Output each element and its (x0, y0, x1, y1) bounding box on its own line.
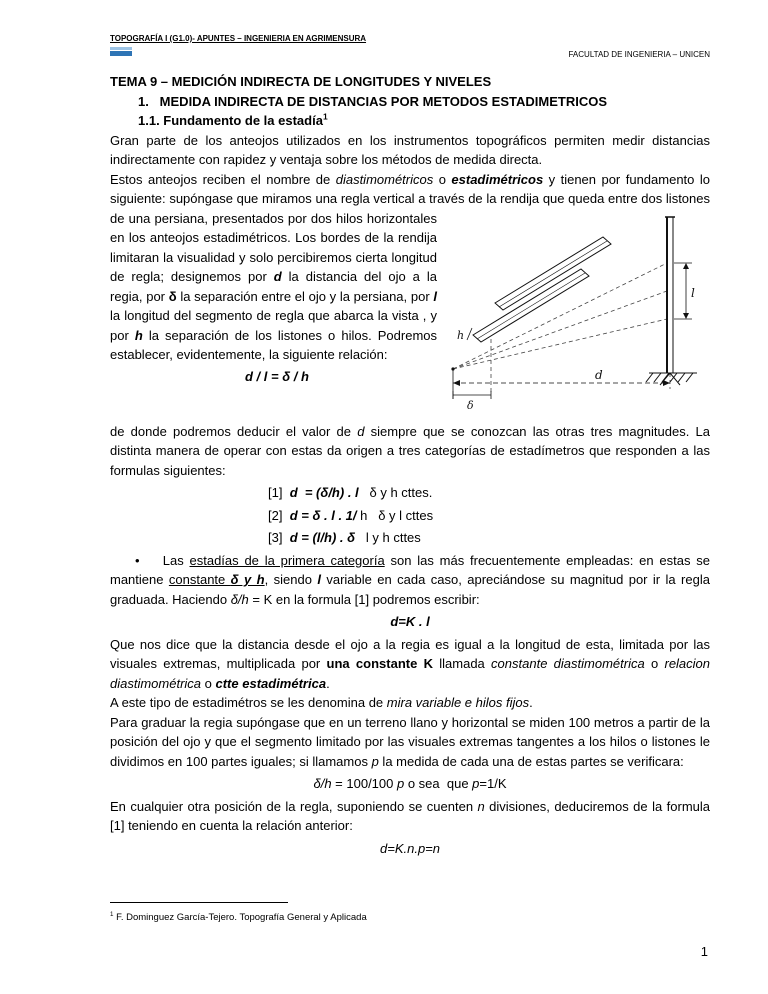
figure-label-h: h (457, 328, 465, 342)
document-title: TEMA 9 – MEDICIÓN INDIRECTA DE LONGITUDES Y NIVELES (110, 74, 492, 89)
faculty-header-text: FACULTAD DE INGENIERIA – UNICEN (568, 50, 710, 59)
page-header (110, 34, 710, 60)
section-1-1-heading: 1.1. Fundamento de la estadía$^1$ (138, 111, 328, 128)
formula-3: [3] d = (l/h) . δ l y h cttes (268, 530, 421, 545)
paragraph-graduacion: Para graduar la regia supóngase que en un terreno llano y horizontal se miden 100 metros a partir de la posición del ojo y que el segmento limitado por las visuales extremas tangentes a los hilos o listones le dividimos en 100 partes iguales; si llamamos p la medida de cada una de estas partes se verificara: (110, 714, 710, 769)
logo-icon (110, 47, 132, 56)
paragraph-constante: Que nos dice que la distancia desde el ojo a la regia es igual a la longitud de esta, limitada por las visuales extremas, multiplicada por una constante K llamada constante diastimométrica o relacion diastimométrica o ctte estadimétrica. (110, 636, 711, 691)
page-number: 1 (700, 944, 708, 959)
paragraph-deduccion: de donde podremos deducir el valor de d siempre que se conozcan las otras tres magnitudes. La distinta manera de operar con estas da origen a tres categorías de estadímetros que responden a las formulas siguientes: (110, 423, 710, 478)
paragraph-bullet-categorias: • Las estadías de la primera categoría son las más frecuentemente empleadas: en estas se mantiene constante δ y h, siendo l variable en cada caso, apreciándose su magnitud por ir la regla graduada. Haciendo δ/h = K en la formula [1] podremos escribir: (110, 552, 711, 607)
estadia-figure (445, 211, 710, 411)
formula-2: [2] d = δ . l . 1/ h δ y l cttes (268, 507, 434, 523)
formula-relation: d / l = δ / h (245, 368, 309, 384)
formula-dkl: d=K . l (390, 614, 430, 629)
paragraph-fundamento-part1: Estos anteojos reciben el nombre de diastimométricos o estadimétricos y tienen por fundamento lo siguiente: supóngase que miramos una regla vertical a través de la (110, 171, 710, 206)
header-left (110, 34, 366, 56)
figure-label-delta: δ (467, 398, 474, 411)
paragraph-otra-posicion: En cualquier otra posición de la regla, suponiendo se cuenten n divisiones, deduciremos de la formula [1] teniendo en cuenta la relación anterior: (110, 798, 710, 833)
footnote-block (110, 902, 550, 924)
estadia-figure-canvas (445, 211, 710, 411)
footnote-text: $^1$ F. Dominguez García-Tejero. Topografía General y Aplicada (110, 910, 367, 923)
section-1-heading: 1. MEDIDA INDIRECTA DE DISTANCIAS POR METODOS ESTADIMETRICOS (138, 93, 607, 109)
paragraph-mira-variable: A este tipo de estadimétros se les denomina de mira variable e hilos fijos. (110, 695, 533, 710)
course-header-text: TOPOGRAFÍA I (G1.0)- APUNTES – INGENIERIA EN AGRIMENSURA (110, 34, 367, 43)
figure-label-l: l (691, 285, 695, 300)
figure-label-d: d (595, 367, 603, 382)
formula-p: δ/h = 100/100 p o sea que p=1/K (313, 776, 507, 791)
paragraph-fundamento-part2: rendija que queda entre dos listones de una persiana, presentados por dos hilos horizontales en los anteojos estadimétricos. Los bordes de la rendija limitaran la visualidad y solo percibiremos cierta longitud de regla; designemos por d la distancia del ojo a la regia, por δ la separación entre el ojo y la persiana, por l la longitud del segmento de regla que abarca la vista , y por h la separación de los listones o hilos. Podremos establecer, evidentemente, la siguiente relación: (110, 191, 711, 362)
footnote-divider (110, 902, 288, 903)
paragraph-intro: Gran parte de los anteojos utilizados en los instrumentos topográficos permiten medir distancias indirectamente con rapidez y ventaja sobre los métodos de medida directa. (110, 132, 710, 167)
formula-dknp: d=K.n.p=n (380, 840, 440, 856)
formula-1: [1] d = (δ/h) . l δ y h cttes. (268, 485, 433, 500)
